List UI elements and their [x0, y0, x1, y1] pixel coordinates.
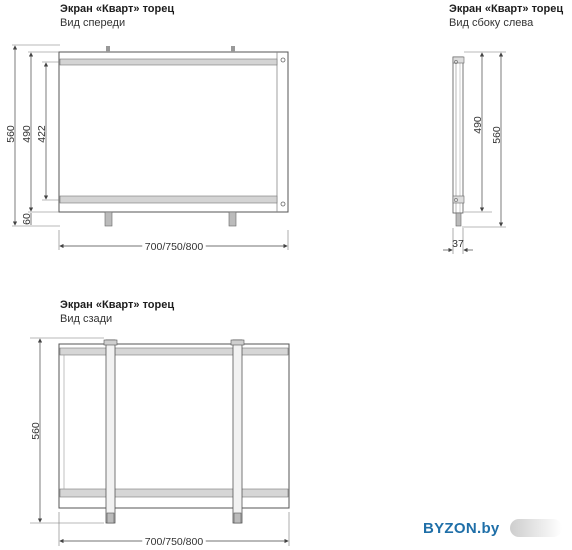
side-view-title: Экран «Кварт» торец: [449, 3, 564, 15]
dim-front-422: 422: [36, 125, 48, 143]
back-panel-outline: [59, 344, 289, 508]
back-view-subtitle: Вид сзади: [60, 313, 113, 325]
watermark-fade: [510, 519, 562, 537]
dim-front-width: 700/750/800: [144, 241, 204, 253]
back-leg-left: [106, 340, 115, 523]
dim-front-60: 60: [21, 213, 33, 225]
dim-back-width: 700/750/800: [144, 536, 204, 548]
back-view-title: Экран «Кварт» торец: [60, 299, 175, 311]
back-leg-right: [233, 340, 242, 523]
side-view-subtitle: Вид сбоку слева: [449, 17, 534, 29]
front-bottom-rail: [60, 196, 277, 203]
screw-hole: [281, 202, 285, 206]
back-view-drawing: [30, 338, 289, 548]
back-bottom-rail: [60, 489, 288, 497]
watermark-logo: BYZON.by: [423, 520, 500, 537]
dim-front-560: 560: [5, 125, 17, 143]
front-view-title: Экран «Кварт» торец: [60, 3, 175, 15]
side-view-drawing: [443, 52, 506, 254]
front-panel-outline: [59, 52, 288, 212]
front-leg-left: [105, 212, 112, 226]
front-leg-right: [229, 212, 236, 226]
side-panel-outline: [453, 57, 463, 213]
dim-front-490: 490: [21, 125, 33, 143]
dim-side-560: 560: [491, 126, 503, 144]
front-top-rail: [60, 59, 277, 65]
back-top-rail: [60, 348, 288, 355]
side-leg: [456, 213, 461, 226]
front-view-drawing: [5, 45, 288, 253]
dim-back-560: 560: [30, 422, 42, 440]
dim-side-490: 490: [472, 116, 484, 134]
front-view-subtitle: Вид спереди: [60, 17, 126, 29]
dim-side-depth: 37: [452, 238, 464, 250]
screw-hole: [281, 58, 285, 62]
